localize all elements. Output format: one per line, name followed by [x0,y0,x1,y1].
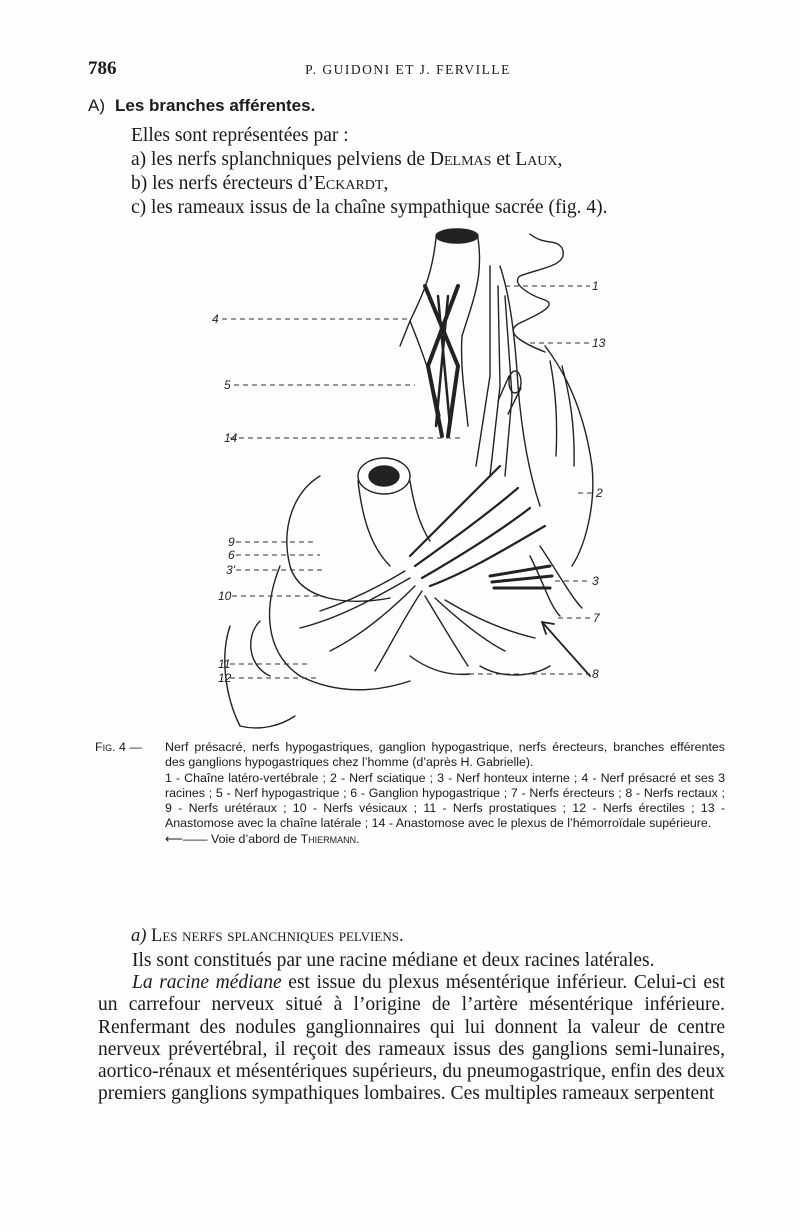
intro-item-b: b) les nerfs érecteurs d’Eckardt, [131,173,389,194]
paragraph-2: La racine médiane est issue du plexus mésentérique inférieur. Celui-ci est un carrefour nerveux situé à l’origine de l’artère mésentérique inférieure. Renfermant des nodules ganglionnaires qui lui donnent la valeur de centre nerveux prévertébral, il reçoit des rameaux issus des ganglions semi-lunaires, aortico-rénaux et mésentériques supérieurs, du pneumogastrique, enfin des deux premiers ganglions sympathiques lombaires. Ces multiples rameaux serpentent [98,972,725,1105]
figure-label-5: 5 [224,378,231,392]
figure-label-14: 14 [224,431,238,445]
intro-lead: Elles sont représentées par : [131,125,349,146]
body-text [98,950,725,1105]
arrow-left-icon: ⟵—— [165,831,208,846]
intro-item-a: a) les nerfs splanchniques pelviens de Delmas et Laux, [131,149,563,170]
caption-intro: Nerf présacré, nerfs hypogastriques, ganglion hypogastrique, nerfs érecteurs, branches efférentes des ganglions hypogastriques chez l’homme (d’après H. Gabrielle). [165,740,725,770]
section-title: Les branches afférentes. [115,96,316,115]
page-number: 786 [88,58,117,79]
figure-label-4: 4 [212,312,219,326]
running-header [88,58,728,84]
subsection-heading [131,926,404,947]
figure-label-11: 11 [218,657,231,671]
anatomical-figure [200,226,640,736]
figure-label-6: 6 [228,548,235,562]
author-name: Eckardt [314,173,384,194]
author-name: Laux [515,149,558,170]
figure-caption [95,740,725,847]
figure-label-9: 9 [228,535,235,549]
figure-label-3: 3 [592,574,599,588]
intro-list [131,124,751,220]
running-title-authors: P. GUIDONI ET J. FERVILLE [305,62,511,77]
figure-label-1: 1 [592,279,599,293]
paragraph-1: Ils sont constitués par une racine médiane et deux racines latérales. [132,950,655,971]
figure-label-8: 8 [592,667,599,681]
caption-arrow-note: ⟵—— Voie d’abord de Thiermann. [165,831,360,846]
subsection-label: a) [131,926,147,946]
section-label: A) [88,96,105,115]
subsection-title: Les nerfs splanchniques pelviens. [151,926,404,946]
figure-label-13: 13 [592,336,606,350]
caption-label: Fig. 4 — [95,740,142,754]
section-heading [88,96,315,116]
figure-label-10: 10 [218,589,232,603]
author-name: Delmas [429,149,492,170]
figure-label-3prime: 3' [226,563,235,577]
figure-label-2: 2 [596,486,603,500]
intro-item-c: c) les rameaux issus de la chaîne sympathique sacrée (fig. 4). [131,197,608,218]
figure-label-12: 12 [218,671,232,685]
caption-legend: 1 - Chaîne latéro-vertébrale ; 2 - Nerf sciatique ; 3 - Nerf honteux interne ; 4 - Nerf présacré et ses 3 racines ; 5 - Nerf hypogastrique ; 6 - Ganglion hypogastrique ; 7 - Nerfs érecteurs ; 8 - Nerfs rectaux ; 9 - Nerfs urétéraux ; 10 - Nerfs vésicaux ; 11 - Nerfs prostatiques ; 12 - Nerfs érectiles ; 13 - Anastomose avec la chaîne latérale ; 14 - Anastomose avec le plexus de l’hémorroïdale supérieure. [165,770,725,831]
figure-label-7: 7 [593,611,600,625]
